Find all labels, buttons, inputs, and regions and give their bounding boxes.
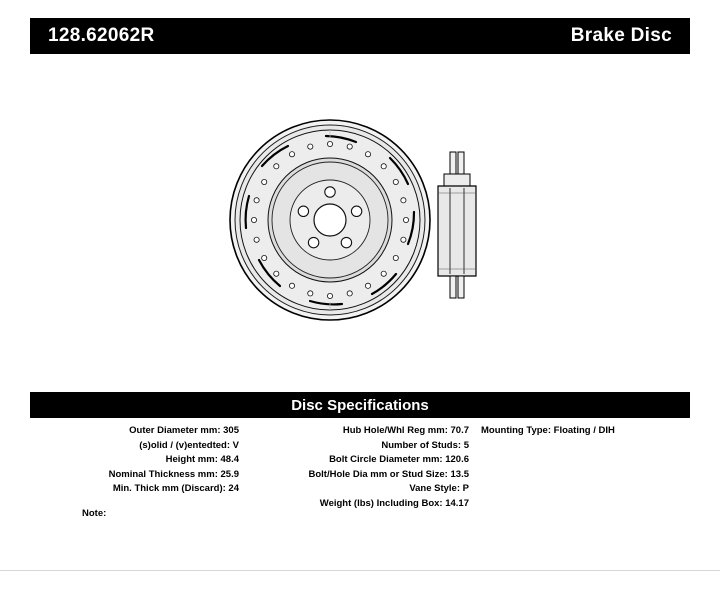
- spec-label: Height mm:: [165, 454, 218, 465]
- brake-rotor-face-view: [230, 120, 430, 320]
- spec-value: 14.17: [445, 497, 469, 509]
- spec-label: Min. Thick mm (Discard):: [112, 483, 226, 494]
- spec-row: [30, 453, 239, 468]
- bottom-divider: [0, 570, 720, 571]
- spec-label: Bolt/Hole Dia mm or Stud Size:: [308, 468, 448, 480]
- spec-label: Nominal Thickness mm:: [108, 468, 218, 480]
- spec-label: (s)olid / (v)entedted:: [139, 439, 231, 451]
- spec-value: V: [232, 439, 239, 451]
- spec-value: 25.9: [220, 468, 239, 480]
- spec-row: [30, 439, 239, 454]
- spec-value: 48.4: [220, 454, 239, 465]
- spec-label: Number of Studs:: [381, 439, 462, 451]
- spec-value: 305: [223, 425, 239, 436]
- note-label: Note:: [82, 508, 107, 519]
- spec-value: 120.6: [445, 454, 469, 465]
- disc-specifications-title: Disc Specifications: [291, 396, 429, 414]
- spec-row: [245, 439, 469, 454]
- spec-row: [245, 482, 469, 497]
- spec-row: [30, 424, 239, 439]
- spec-value: Floating / DIH: [553, 425, 615, 436]
- brake-rotor-side-profile-view: [438, 152, 476, 298]
- spec-label: Hub Hole/Whl Reg mm:: [342, 425, 448, 436]
- spec-label: Outer Diameter mm:: [129, 425, 221, 436]
- product-illustration: [30, 60, 690, 380]
- spec-row: [245, 453, 469, 468]
- spec-value: 5: [463, 439, 469, 451]
- product-type-title: Brake Disc: [570, 25, 672, 46]
- spec-value: 13.5: [450, 468, 469, 480]
- spec-label: Weight (lbs) Including Box:: [319, 497, 443, 509]
- spec-value: 24: [228, 483, 239, 494]
- spec-label: Bolt Circle Diameter mm:: [329, 454, 443, 465]
- spec-value: 70.7: [450, 425, 469, 436]
- spec-label: Vane Style:: [409, 483, 461, 494]
- part-number: 128.62062R: [48, 25, 155, 46]
- spec-row: [245, 468, 469, 483]
- spec-value: P: [462, 483, 469, 494]
- disc-specifications-header: [30, 392, 690, 418]
- spec-row: [30, 482, 239, 497]
- spec-row: [245, 424, 469, 439]
- header-bar: [30, 18, 690, 54]
- note-area: [30, 508, 690, 519]
- spec-row: [481, 424, 690, 439]
- spec-row: [30, 468, 239, 483]
- spec-label: Mounting Type:: [481, 425, 552, 436]
